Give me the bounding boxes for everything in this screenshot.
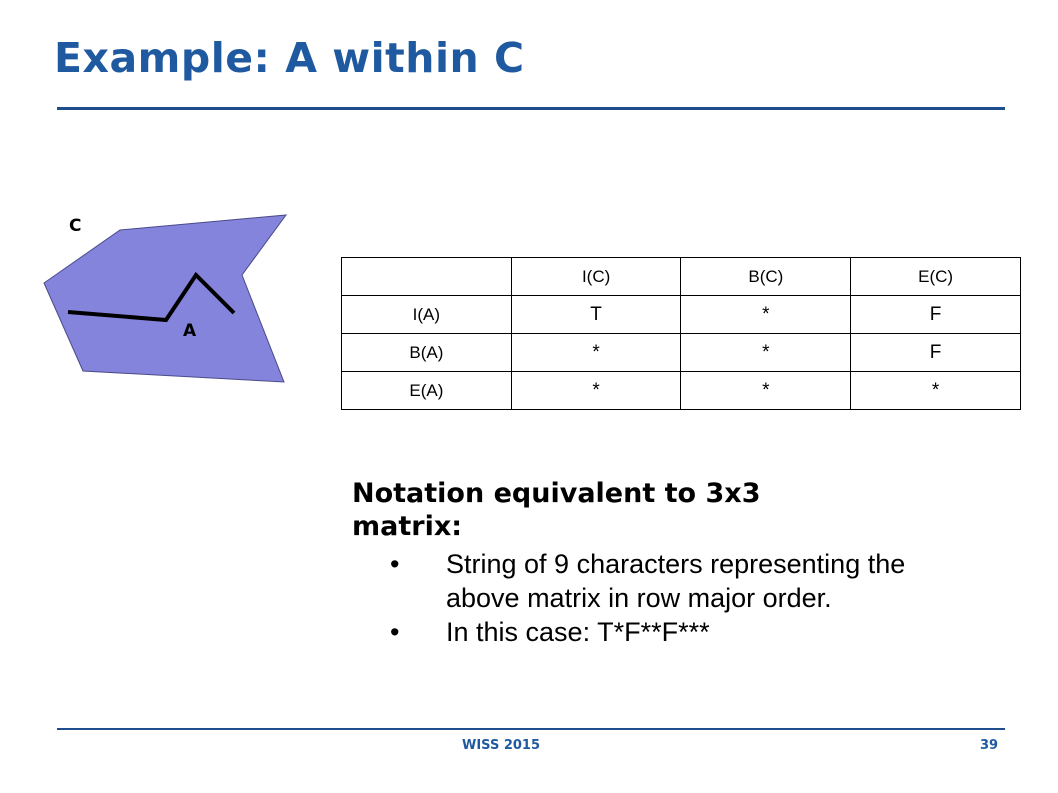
column-header: E(C) [851,258,1021,296]
slide-title: Example: A within C [54,34,525,82]
list-item [352,615,916,649]
table-cell: T [511,296,681,334]
table-row [342,296,1021,334]
column-header: I(C) [511,258,681,296]
table-row [342,334,1021,372]
title-divider [57,107,1005,110]
row-header: E(A) [342,372,512,410]
bullet-icon: • [390,617,400,647]
footer-conference: WISS 2015 [462,738,541,753]
footer-divider [57,728,1005,730]
table-cell: * [851,372,1021,410]
table-cell: * [511,372,681,410]
polygon-label-c: C [69,216,82,236]
bullet-text: String of 9 characters representing the above matrix in row major order. [446,549,906,613]
table-header-row [342,258,1021,296]
table-cell: * [681,334,851,372]
polygon-c [44,215,286,382]
notes-heading: Notation equivalent to 3x3 matrix: [352,478,761,542]
table-cell: F [851,296,1021,334]
bullet-icon: • [390,549,400,579]
notes-block [352,477,952,649]
bullet-list [352,547,952,649]
row-header: I(A) [342,296,512,334]
table-corner-cell [342,258,512,296]
page-number: 39 [980,738,999,753]
de9im-matrix-table [341,257,1021,410]
column-header: B(C) [681,258,851,296]
table-cell: * [681,372,851,410]
table-cell: F [851,334,1021,372]
table-cell: * [511,334,681,372]
table-cell: * [681,296,851,334]
list-item [352,547,916,615]
bullet-text: In this case: T*F**F*** [446,617,710,647]
line-label-a: A [183,321,197,341]
table-row [342,372,1021,410]
row-header: B(A) [342,334,512,372]
